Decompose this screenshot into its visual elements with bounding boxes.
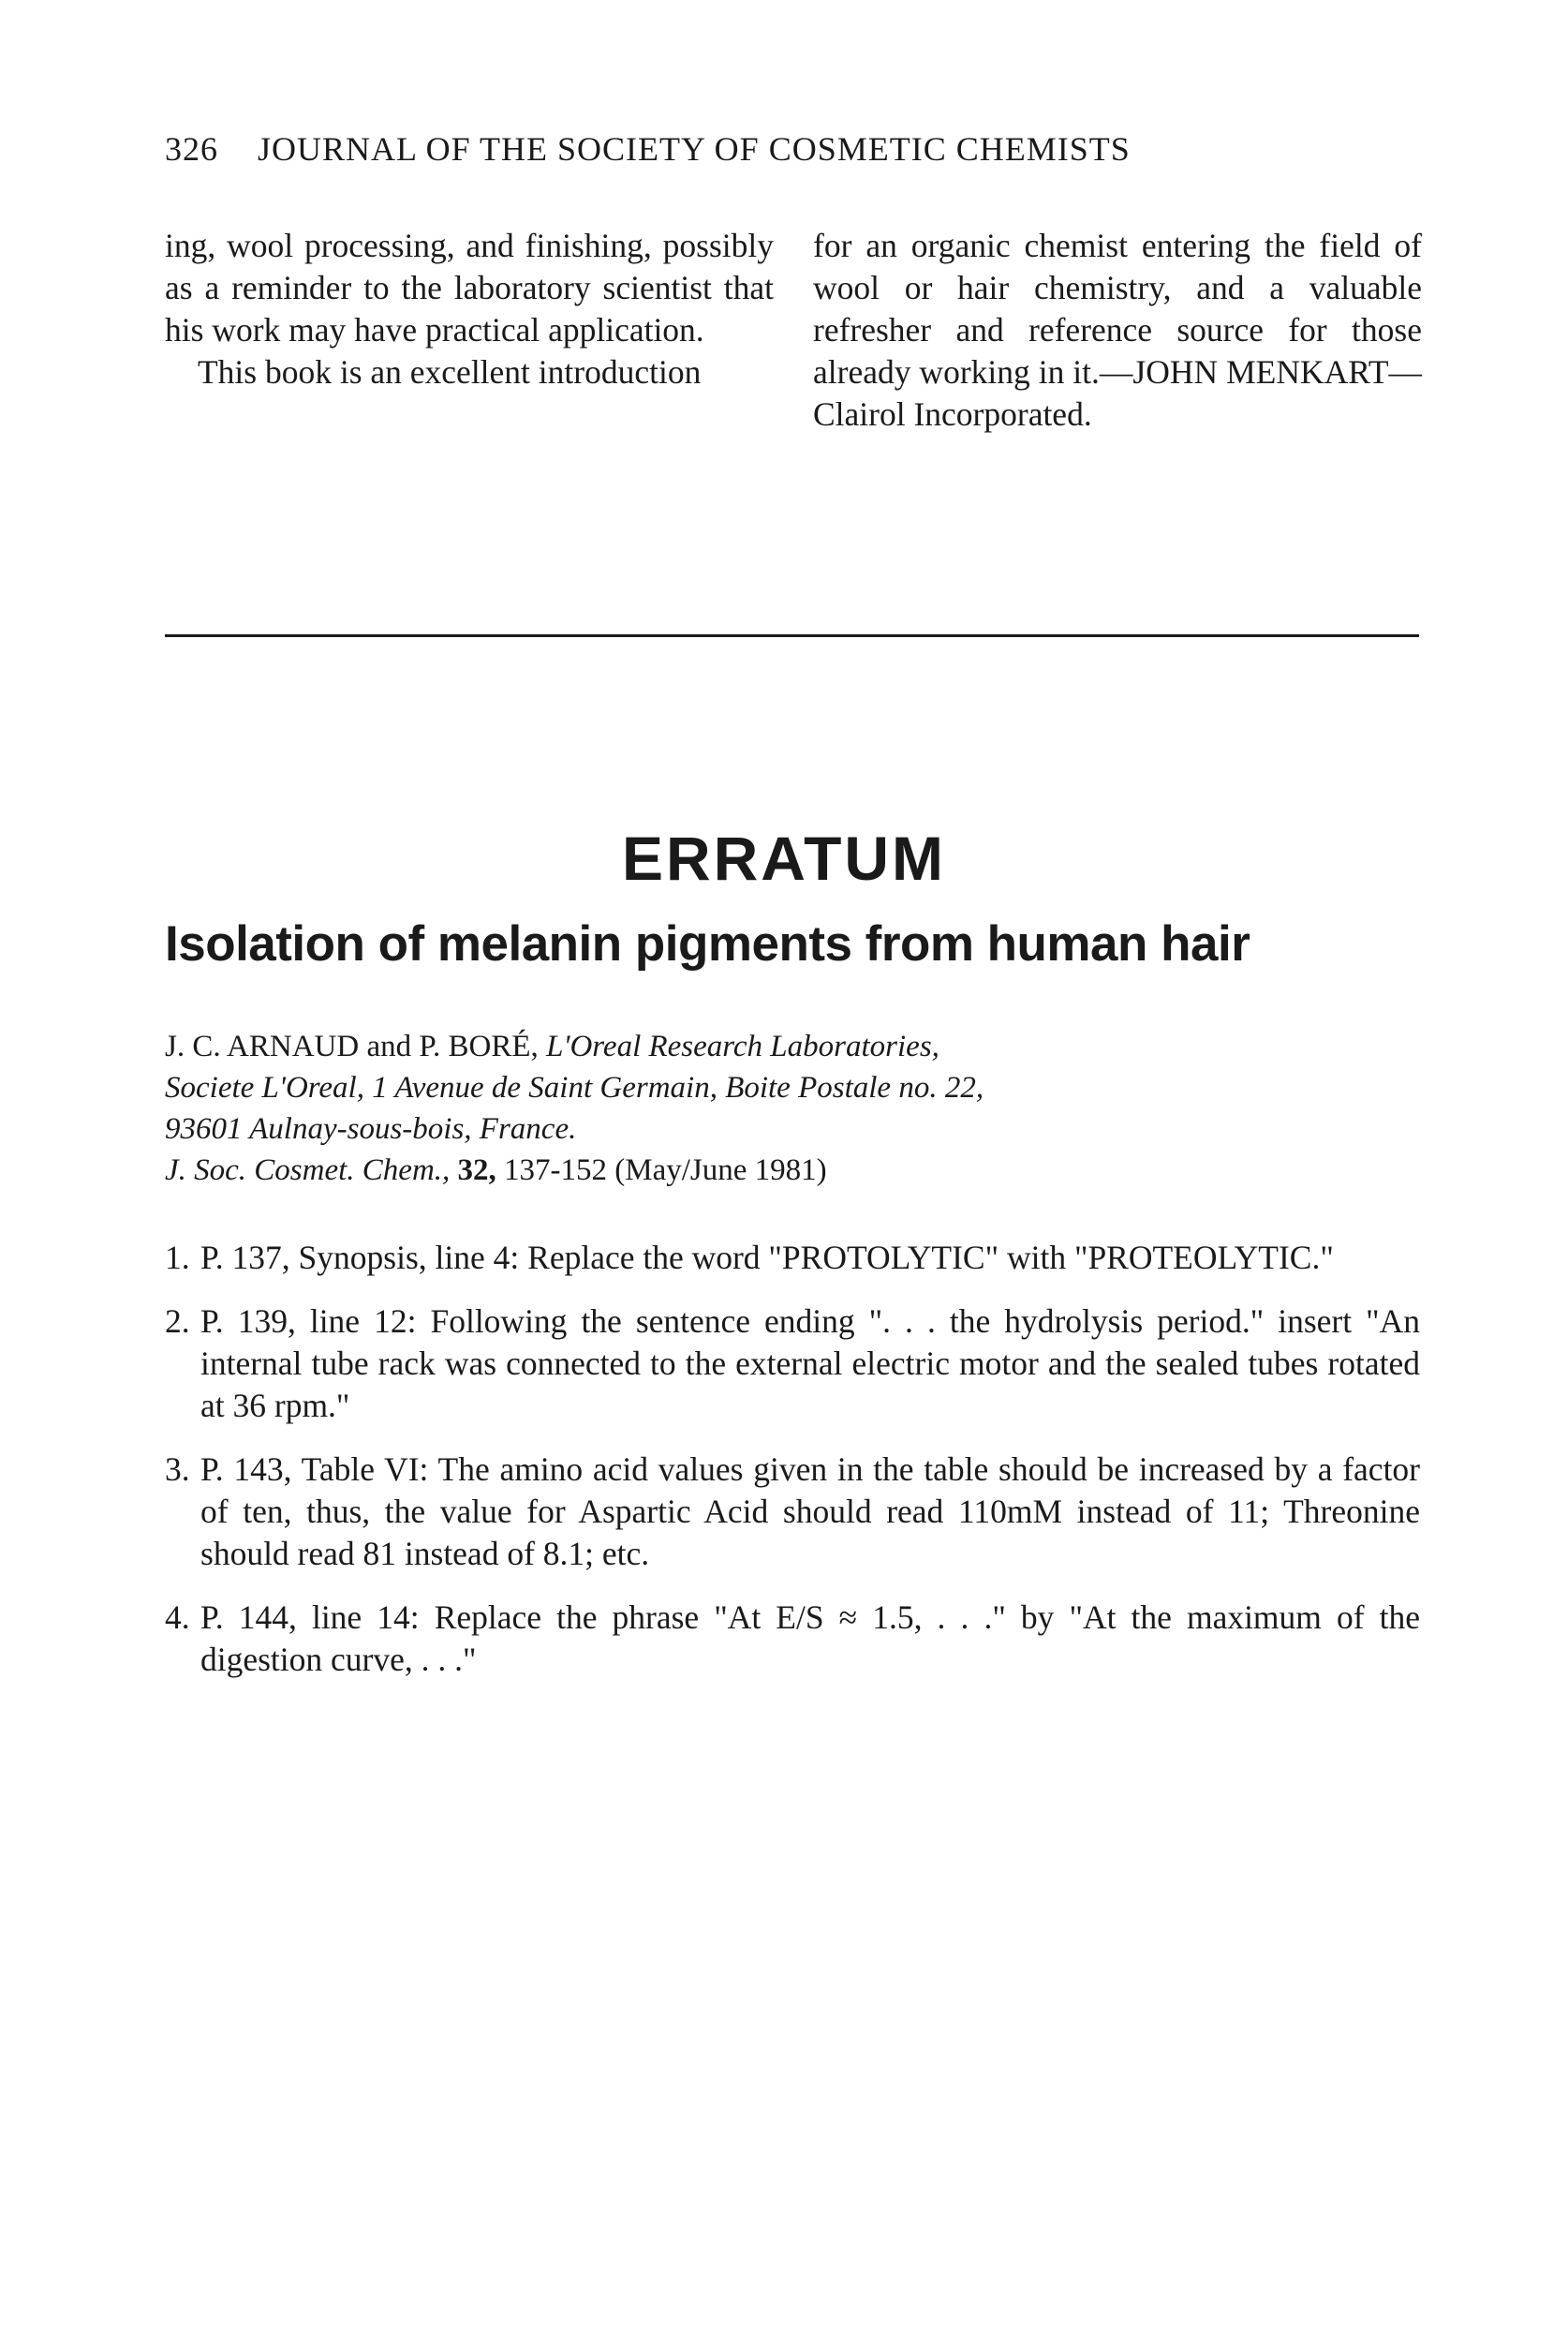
item-text: P. 143, Table VI: The amino acid values given in the table should be increased by a factor of ten, thus, the value for Aspartic Acid should read 110mM instead of 11; Threonine should read 81 instead of 8.1; etc. bbox=[200, 1450, 1420, 1572]
item-number: 1. bbox=[165, 1239, 190, 1276]
section-divider bbox=[165, 634, 1419, 637]
article-title: Isolation of melanin pigments from human hair bbox=[165, 916, 1250, 972]
affiliation-city: 93601 Aulnay-sous-bois, France. bbox=[165, 1112, 577, 1146]
item-text: P. 144, line 14: Replace the phrase "At E/S ≈ 1.5, . . ." by "At the maximum of the digestion curve, . . ." bbox=[200, 1598, 1420, 1678]
list-item bbox=[165, 1300, 1420, 1427]
affiliation-address: Societe L'Oreal, 1 Avenue de Saint Germain, Boite Postale no. 22, bbox=[165, 1071, 984, 1105]
citation-pages: 137-152 (May/June 1981) bbox=[504, 1153, 827, 1187]
running-header bbox=[165, 129, 1131, 169]
item-number: 4. bbox=[165, 1598, 190, 1636]
erratum-heading: ERRATUM bbox=[621, 824, 947, 893]
corrections-list bbox=[165, 1237, 1420, 1702]
review-paragraph: This book is an excellent introduction bbox=[198, 353, 702, 391]
citation-volume: 32, bbox=[457, 1153, 496, 1187]
item-number: 3. bbox=[165, 1450, 190, 1488]
list-item bbox=[165, 1597, 1420, 1681]
review-right-column bbox=[813, 225, 1422, 436]
citation bbox=[165, 1150, 1383, 1191]
item-text: P. 137, Synopsis, line 4: Replace the word "PROTOLYTIC" with "PROTEOLYTIC." bbox=[200, 1239, 1334, 1276]
list-item bbox=[165, 1449, 1420, 1575]
citation-journal: J. Soc. Cosmet. Chem., bbox=[165, 1153, 451, 1187]
author-block bbox=[165, 1026, 1383, 1191]
page-number: 326 bbox=[165, 130, 218, 168]
author-names: J. C. ARNAUD and P. BORÉ, bbox=[165, 1030, 539, 1063]
item-number: 2. bbox=[165, 1302, 190, 1340]
affiliation: L'Oreal Research Laboratories, bbox=[546, 1030, 939, 1063]
item-text: P. 139, line 12: Following the sentence ending ". . . the hydrolysis period." insert "An internal tube rack was connected to the external electric motor and the sealed tubes rotated at 36 rpm." bbox=[200, 1302, 1420, 1424]
review-paragraph: ing, wool processing, and finishing, possibly as a reminder to the laboratory scientist that his work may have practical application. bbox=[165, 227, 774, 349]
review-paragraph: for an organic chemist entering the field of wool or hair chemistry, and a valuable refresher and reference source for those already working in it.—JOHN MENKART—Clairol Incorporated. bbox=[813, 227, 1422, 433]
list-item bbox=[165, 1237, 1420, 1279]
review-left-column bbox=[165, 225, 774, 394]
journal-title: JOURNAL OF THE SOCIETY OF COSMETIC CHEMISTS bbox=[258, 130, 1131, 168]
